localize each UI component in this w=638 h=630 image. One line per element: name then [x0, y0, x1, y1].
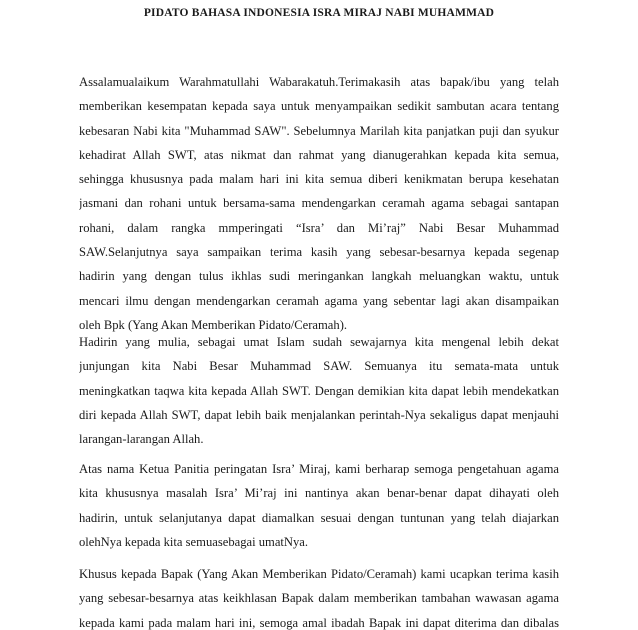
text-line: larangan-larangan Allah.: [79, 432, 204, 447]
text-line: SAW.Selanjutnya saya sampaikan terima kasih yang sebesar-besarnya kepada segenap: [79, 245, 559, 260]
text-line: jasmani dan rohani untuk bersama-sama mendengarkan ceramah agama sebagai santapan: [79, 196, 559, 211]
text-line: Hadirin yang mulia, sebagai umat Islam sudah sewajarnya kita mengenal lebih dekat: [79, 335, 559, 349]
text-line: kepada kami pada malam hari ini, semoga amal ibadah Bapak ini dapat diterima dan dibalas: [79, 615, 559, 630]
text-line: Atas nama Ketua Panitia peringatan Isra’ Miraj, kami berharap semoga pengetahuan agama: [79, 462, 559, 476]
text-line: kehadirat Allah SWT, atas nikmat dan rahmat yang dianugerahkan kepada kita semua,: [79, 147, 559, 162]
text-line: oleh Bpk (Yang Akan Memberikan Pidato/Ceramah).: [79, 317, 348, 332]
text-line: olehNya kepada kita semuasebagai umatNya.: [79, 534, 309, 549]
page-title: PIDATO BAHASA INDONESIA ISRA MIRAJ NABI MUHAMMAD: [143, 7, 495, 19]
paragraph-khusus: [79, 562, 559, 630]
text-line: diri kepada Allah SWT, dapat lebih baik menjalankan perintah-Nya sekaligus dapat menjauhi: [79, 407, 559, 422]
text-line: Assalamualaikum Warahmatullahi Wabarakatuh.Terimakasih atas bapak/ibu yang telah: [79, 75, 559, 89]
paragraph-panitia: [79, 457, 559, 554]
paragraph-opening: [79, 70, 559, 337]
text-line: rohani, dalam rangka mmperingati “Isra’ dan Mi’raj” Nabi Besar Muhammad: [79, 220, 559, 235]
paragraph-hadirin: [79, 330, 559, 451]
text-line: Khusus kepada Bapak (Yang Akan Memberikan Pidato/Ceramah) kami ucapkan terima kasih: [79, 567, 559, 581]
text-line: hadirin, untuk selanjutanya dapat diamalkan sesuai dengan tuntunan yang telah diajarkan: [79, 510, 559, 525]
text-line: kebesaran Nabi kita "Muhammad SAW". Sebelumnya Marilah kita panjatkan puji dan syukur: [79, 123, 559, 138]
text-line: kita khususnya masalah Isra’ Mi’raj ini nantinya akan benar-benar dapat dihayati oleh: [79, 486, 559, 501]
text-line: meningkatkan taqwa kita kepada Allah SWT. Dengan demikian kita dapat lebih mendekatkan: [79, 383, 559, 398]
text-line: sehingga khususnya pada malam hari ini kita semua diberi kenikmatan berupa kesehatan: [79, 172, 559, 187]
text-line: yang sebesar-besarnya atas keikhlasan Bapak dalam memberikan tambahan wawasan agama: [79, 591, 559, 606]
text-line: memberikan kesempatan kepada saya untuk menyampaikan sedikit sambutan acara tentang: [79, 99, 559, 114]
text-line: junjungan kita Nabi Besar Muhammad SAW. Semuanya itu semata-mata untuk: [79, 359, 559, 374]
text-line: mencari ilmu dengan mendengarkan ceramah agama yang sebentar lagi akan disampaikan: [79, 293, 559, 308]
text-line: hadirin yang dengan tulus ikhlas sudi meringankan langkah meluangkan waktu, untuk: [79, 269, 559, 284]
